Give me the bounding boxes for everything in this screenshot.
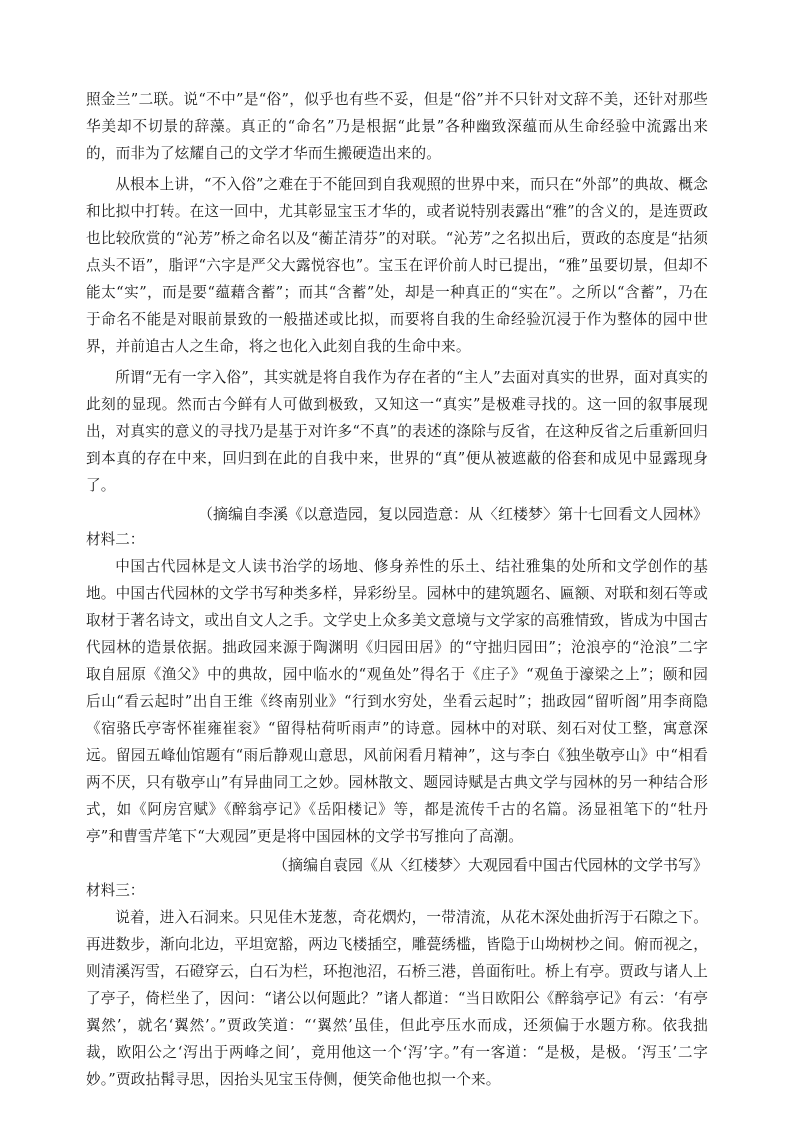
- paragraph-2: 从根本上讲，“不入俗”之难在于不能回到自我观照的世界中来，而只在“外部”的典故、概念和比拟中打转。在这一回中，尤其彰显宝玉才华的，或者说特别表露出“雅”的含义的，是连贾政也比较欣赏的“沁芳”桥之命名以及“蘅芷清芬”的对联。“沁芳”之名拟出后，贾政的态度是“拈须点头不语”，脂评“六字是严父大露悦容也”。宝玉在评价前人时已提出，“雅”虽要切景，但却不能太“实”，而是要“蕴藉含蓄”；而其“含蓄”处，却是一种真正的“实在”。之所以“含蓄”，乃在于命名不能是对眼前景致的一般描述或比拟，而要将自我的生命经验沉浸于作为整体的园中世界，并前追古人之生命，将之也化入此刻自我的生命中来。: [86, 176, 708, 355]
- material-3-label: 材料三：: [86, 882, 145, 899]
- source-citation-2: （摘编自袁园《从〈红楼梦〉大观园看中国古代园林的文学书写》: [272, 856, 708, 874]
- paragraph-5: 说着，进入石洞来。只见佳木茏葱，奇花熌灼，一带清流，从花木深处曲折泻于石隙之下。再进数步，渐向北边，平坦宽豁，两边飞楼插空，雕甍绣槛，皆隐于山坳树杪之间。俯而视之，则清溪泻雪，石磴穿云，白石为栏，环抱池沼，石桥三港，兽面衔吐。桥上有亭。贾政与诸人上了亭子，倚栏坐了，因问：“诸公以何题此？”诸人都道：“当日欧阳公《醉翁亭记》有云：‘有亭翼然’，就名‘翼然’。”贾政笑道：“‘翼然’虽佳，但此亭压水而成，还须偏于水题方称。依我拙裁，欧阳公之‘泻出于两峰之间’，竟用他这一个‘泻’字。”有一客道：“是极，是极。‘泻玉’二字妙。”贾政拈髯寻思，因抬头见宝玉侍侧，便笑命他也拟一个来。: [86, 909, 708, 1088]
- material-2-label: 材料二：: [86, 531, 145, 548]
- source-citation-1: （摘编自李溪《以意造园，复以园造意：从〈红楼梦〉第十七回看文人园林》: [197, 505, 708, 523]
- paragraph-3: 所谓“无有一字入俗”，其实就是将自我作为存在者的“主人”去面对真实的世界，面对真实的此刻的显现。然而古今鲜有人可做到极致，又知这一“真实”是极难寻找的。这一回的叙事展现出，对真实的意义的寻找乃是基于对许多“不真”的表述的涤除与反省，在这种反省之后重新回归到本真的存在中来，回归到在此的自我中来，世界的“真”便从被遮蔽的俗套和成见中显露现身了。: [86, 369, 708, 494]
- paragraph-4: 中国古代园林是文人读书治学的场地、修身养性的乐土、结社雅集的处所和文学创作的基地。中国古代园林的文学书写种类多样，异彩纷呈。园林中的建筑题名、匾额、对联和刻石等或取材于著名诗文，或出自文人之手。文学史上众多美文意境与文学家的高雅情致，皆成为中国古代园林的造景依据。拙政园来源于陶渊明《归园田居》的“守拙归园田”；沧浪亭的“沧浪”二字取自屈原《渔父》中的典故，园中临水的“观鱼处”得名于《庄子》“观鱼于濠梁之上”；颐和园后山“看云起时”出自王维《终南别业》“行到水穷处，坐看云起时”；拙政园“留听阁”用李商隐《宿骆氏亭寄怀崔雍崔衮》“留得枯荷听雨声”的诗意。园林中的对联、刻石对仗工整，寓意深远。留园五峰仙馆题有“雨后静观山意思，风前闲看月精神”，这与李白《独坐敬亭山》中“相看两不厌，只有敬亭山”有异曲同工之妙。园林散文、题园诗赋是古典文学与园林的另一种结合形式，如《阿房宫赋》《醉翁亭记》《岳阳楼记》等，都是流传千古的名篇。汤显祖笔下的“牡丹亭”和曹雪芹笔下“大观园”更是将中国园林的文学书写推向了高潮。: [86, 558, 708, 845]
- paragraph-1: 照金兰”二联。说“不中”是“俗”，似乎也有些不妥，但是“俗”并不只针对文辞不美，还针对那些华美却不切景的辞藻。真正的“命名”乃是根据“此景”各种幽致深蕴而从生命经验中流露出来的，而非为了炫耀自己的文学才华而生搬硬造出来的。: [86, 91, 708, 162]
